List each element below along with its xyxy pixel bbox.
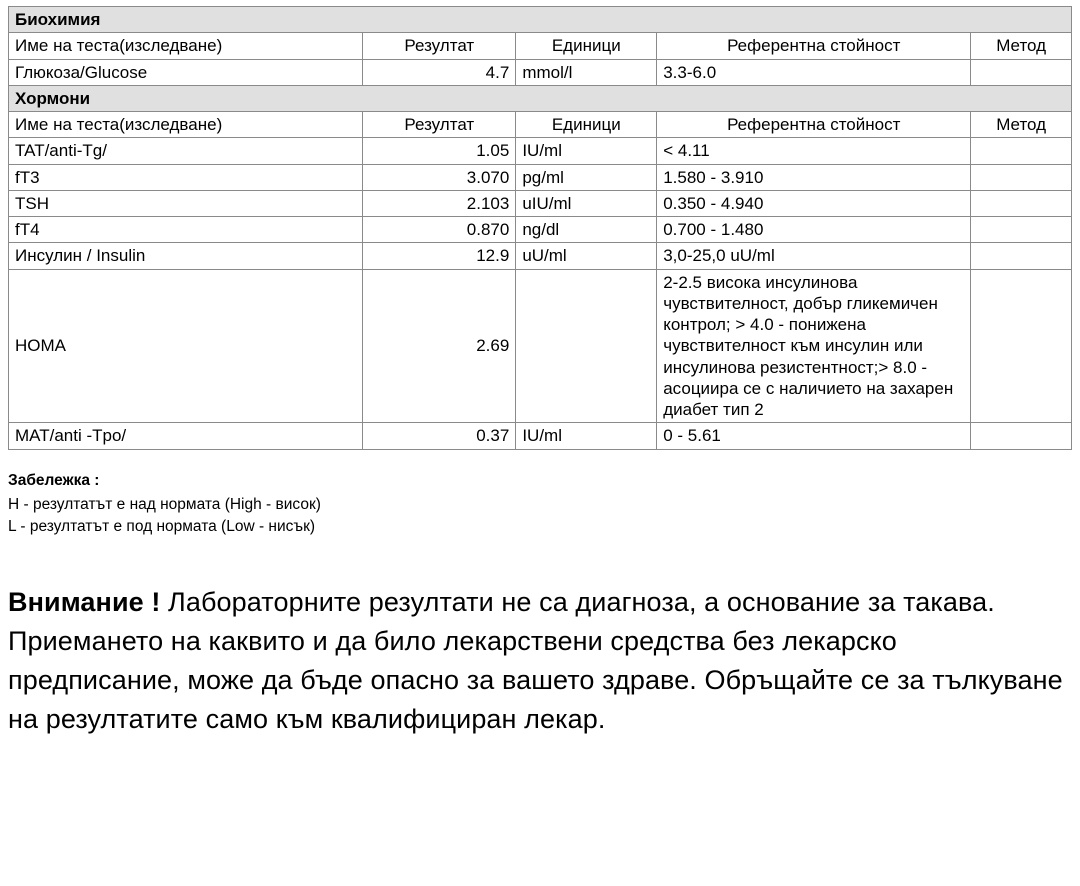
- test-reference: 0.350 - 4.940: [657, 190, 971, 216]
- section-title: Биохимия: [9, 7, 1072, 33]
- warning-text: Лабораторните резултати не са диагноза, а основание за такава. Приемането на каквито и да било лекарствени средства без лекарско предписание, може да бъде опасно за вашето здраве. Обръщайте се за тълкуване на резултатите само към квалифициран лекар.: [8, 586, 1063, 735]
- table-row: [9, 243, 1072, 269]
- lab-results-table: [8, 6, 1072, 450]
- table-row: [9, 423, 1072, 449]
- table-header-row: [9, 33, 1072, 59]
- test-units: IU/ml: [516, 138, 657, 164]
- test-result: 12.9: [363, 243, 516, 269]
- test-name: HOMA: [9, 269, 363, 423]
- test-result: 2.103: [363, 190, 516, 216]
- section-title: Хормони: [9, 85, 1072, 111]
- test-method: [971, 138, 1072, 164]
- test-units: uIU/ml: [516, 190, 657, 216]
- test-name: MAT/anti -Tpo/: [9, 423, 363, 449]
- column-header-reference: Референтна стойност: [657, 112, 971, 138]
- test-method: [971, 217, 1072, 243]
- note-high: H - резултатът е над нормата (High - висок): [8, 495, 321, 513]
- test-reference: 2-2.5 висока инсулинова чувствителност, добър гликемичен контрол; > 4.0 - понижена чувствителност към инсулин или инсулинова резистентност;> 8.0 - асоциира се с наличието на захарен диабет тип 2: [657, 269, 971, 423]
- test-units: [516, 269, 657, 423]
- column-header-result: Резултат: [363, 33, 516, 59]
- test-reference: < 4.11: [657, 138, 971, 164]
- test-units: pg/ml: [516, 164, 657, 190]
- column-header-name: Име на теста(изследване): [9, 33, 363, 59]
- test-method: [971, 423, 1072, 449]
- section-header-row: [9, 7, 1072, 33]
- test-result: 0.37: [363, 423, 516, 449]
- table-row: [9, 190, 1072, 216]
- test-method: [971, 269, 1072, 423]
- test-units: ng/dl: [516, 217, 657, 243]
- test-reference: 3.3-6.0: [657, 59, 971, 85]
- test-units: mmol/l: [516, 59, 657, 85]
- test-units: uU/ml: [516, 243, 657, 269]
- table-row: [9, 269, 1072, 423]
- column-header-name: Име на теста(изследване): [9, 112, 363, 138]
- column-header-units: Единици: [516, 33, 657, 59]
- column-header-units: Единици: [516, 112, 657, 138]
- notes-title: Забележка :: [8, 471, 100, 489]
- test-method: [971, 164, 1072, 190]
- column-header-method: Метод: [971, 33, 1072, 59]
- table-row: [9, 59, 1072, 85]
- test-result: 0.870: [363, 217, 516, 243]
- test-units: IU/ml: [516, 423, 657, 449]
- test-name: Инсулин / Insulin: [9, 243, 363, 269]
- test-reference: 0.700 - 1.480: [657, 217, 971, 243]
- test-name: TSH: [9, 190, 363, 216]
- note-low: L - резултатът е под нормата (Low - нисък): [8, 518, 316, 536]
- test-method: [971, 190, 1072, 216]
- test-name: Глюкоза/Glucose: [9, 59, 363, 85]
- warning-label: Внимание !: [8, 586, 161, 617]
- test-result: 4.7: [363, 59, 516, 85]
- test-name: fT3: [9, 164, 363, 190]
- section-header-row: [9, 85, 1072, 111]
- test-reference: 1.580 - 3.910: [657, 164, 971, 190]
- test-reference: 0 - 5.61: [657, 423, 971, 449]
- test-name: TAT/anti-Tg/: [9, 138, 363, 164]
- table-header-row: [9, 112, 1072, 138]
- test-method: [971, 59, 1072, 85]
- test-result: 1.05: [363, 138, 516, 164]
- table-row: [9, 217, 1072, 243]
- test-reference: 3,0-25,0 uU/ml: [657, 243, 971, 269]
- test-result: 2.69: [363, 269, 516, 423]
- test-name: fT4: [9, 217, 363, 243]
- table-row: [9, 138, 1072, 164]
- column-header-result: Резултат: [363, 112, 516, 138]
- notes-block: [8, 470, 1072, 539]
- warning-block: [8, 583, 1072, 740]
- table-row: [9, 164, 1072, 190]
- test-result: 3.070: [363, 164, 516, 190]
- test-method: [971, 243, 1072, 269]
- column-header-method: Метод: [971, 112, 1072, 138]
- column-header-reference: Референтна стойност: [657, 33, 971, 59]
